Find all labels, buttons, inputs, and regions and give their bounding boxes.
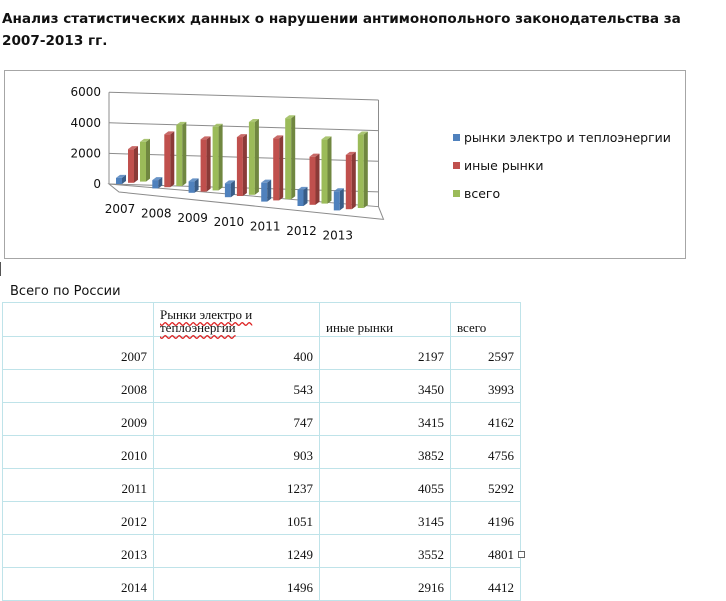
cell-other: 3415	[320, 403, 451, 436]
cell-year: 2013	[3, 535, 154, 568]
bar-0-2008	[152, 180, 158, 188]
bar-side-2-2011	[291, 115, 295, 199]
cell-electro: 400	[154, 337, 320, 370]
cell-electro: 1051	[154, 502, 320, 535]
table-row	[3, 337, 521, 370]
resize-handle[interactable]	[518, 551, 525, 558]
bar-1-2009	[201, 139, 207, 191]
cell-total: 2597	[451, 337, 521, 370]
x-tick-label: 2009	[177, 210, 208, 225]
bar-side-1-2010	[243, 134, 247, 196]
table-header-row	[3, 303, 521, 337]
bar-2-2009	[213, 127, 219, 191]
table-row	[3, 403, 521, 436]
bar-side-1-2007	[134, 146, 138, 183]
cell-total: 4756	[451, 436, 521, 469]
legend-label-other: иные рынки	[464, 157, 544, 173]
cell-total: 4196	[451, 502, 521, 535]
bar-0-2012	[298, 190, 304, 206]
bar-side-0-2011	[267, 180, 271, 202]
y-tick-label: 0	[93, 177, 101, 191]
cell-total: 4801	[451, 535, 521, 568]
bar-1-2010	[237, 137, 243, 196]
cell-electro: 1496	[154, 568, 320, 601]
bar-0-2011	[261, 183, 267, 202]
cell-electro: 1249	[154, 535, 320, 568]
y-tick-label: 2000	[70, 146, 101, 161]
bar-1-2007	[128, 149, 134, 183]
document-title: Анализ статистических данных о нарушении антимонопольного законодательства за 2007-2013 гг.	[2, 11, 681, 49]
cell-other: 3552	[320, 535, 451, 568]
table-row	[3, 502, 521, 535]
bar-2-2008	[176, 125, 182, 186]
bar-side-1-2012	[316, 154, 320, 205]
bar-2-2012	[322, 139, 328, 203]
cell-total: 5292	[451, 469, 521, 502]
legend-swatch-total	[453, 190, 460, 197]
cell-other: 2916	[320, 568, 451, 601]
table-header-electro	[154, 303, 320, 337]
gridline	[109, 123, 379, 131]
table-header-total: всего	[451, 303, 521, 337]
bar-side-1-2013	[352, 152, 356, 209]
cell-electro: 543	[154, 370, 320, 403]
cell-total: 4412	[451, 568, 521, 601]
bar-0-2010	[225, 183, 231, 197]
bar-side-2-2009	[219, 124, 223, 191]
bar-chart	[5, 71, 445, 258]
bar-1-2011	[273, 138, 279, 200]
x-tick-label: 2011	[249, 219, 281, 234]
chart-legend	[453, 123, 671, 207]
bar-0-2013	[334, 191, 340, 210]
legend-item-total	[453, 179, 671, 207]
bar-side-1-2011	[279, 135, 283, 200]
cell-year: 2009	[3, 403, 154, 436]
bar-side-1-2008	[170, 131, 174, 187]
x-tick-label: 2007	[104, 202, 136, 216]
cell-year: 2011	[3, 469, 154, 502]
table-row	[3, 568, 521, 601]
chart-frame[interactable]	[4, 70, 686, 259]
cell-year: 2010	[3, 436, 154, 469]
cell-electro: 1237	[154, 469, 320, 502]
bar-side-2-2008	[182, 122, 186, 186]
cell-electro: 903	[154, 436, 320, 469]
bar-side-2-2012	[328, 136, 332, 203]
bar-side-0-2013	[340, 188, 344, 210]
bar-1-2008	[164, 134, 170, 187]
y-tick-label: 4000	[70, 115, 101, 130]
legend-swatch-electro	[453, 134, 460, 141]
cell-other: 4055	[320, 469, 451, 502]
cell-year: 2014	[3, 568, 154, 601]
bar-side-2-2013	[364, 132, 368, 208]
cell-other: 3450	[320, 370, 451, 403]
data-table	[2, 302, 521, 601]
legend-label-electro: рынки электро и теплоэнергии	[464, 129, 671, 145]
bar-side-1-2009	[207, 136, 211, 191]
bar-side-2-2007	[146, 139, 150, 182]
x-tick-label: 2013	[322, 228, 354, 243]
y-tick-label: 6000	[70, 85, 101, 100]
table-row	[3, 436, 521, 469]
bar-0-2007	[116, 178, 122, 184]
cell-year: 2007	[3, 337, 154, 370]
gridline	[109, 92, 379, 100]
table-header-other: иные рынки	[320, 303, 451, 337]
bar-side-0-2012	[304, 187, 308, 206]
header-electro-text: Рынки электро и теплоэнергии	[160, 307, 253, 335]
cell-other: 3852	[320, 436, 451, 469]
legend-item-electro	[453, 123, 671, 151]
cell-other: 2197	[320, 337, 451, 370]
table-header-year	[3, 303, 154, 337]
text-cursor	[0, 262, 1, 276]
bar-2-2010	[249, 122, 255, 195]
table-row	[3, 469, 521, 502]
bar-2-2013	[358, 135, 364, 208]
legend-swatch-other	[453, 162, 460, 169]
bar-1-2013	[346, 155, 352, 209]
cell-total: 3993	[451, 370, 521, 403]
x-tick-label: 2012	[286, 224, 317, 238]
cell-electro: 747	[154, 403, 320, 436]
bar-2-2007	[140, 142, 146, 182]
table-row	[3, 370, 521, 403]
x-tick-label: 2010	[213, 215, 245, 230]
cell-year: 2012	[3, 502, 154, 535]
x-tick-label: 2008	[141, 206, 172, 221]
table-row	[3, 535, 521, 568]
cell-total: 4162	[451, 403, 521, 436]
bar-0-2009	[189, 181, 195, 192]
bar-1-2012	[310, 157, 316, 205]
bar-side-2-2010	[255, 119, 259, 195]
legend-label-total: всего	[464, 185, 501, 201]
cell-other: 3145	[320, 502, 451, 535]
cell-year: 2008	[3, 370, 154, 403]
legend-item-other	[453, 151, 671, 179]
bar-2-2011	[285, 118, 291, 199]
table-caption: Всего по России	[10, 284, 121, 299]
